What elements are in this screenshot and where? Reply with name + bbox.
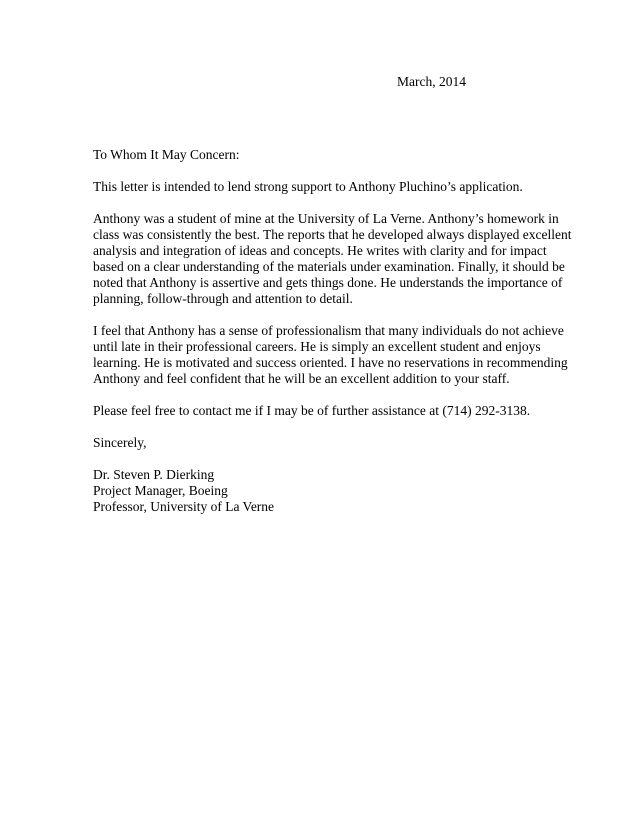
paragraph-line: learning. He is motivated and success oriented. I have no reservations in recommending (93, 355, 568, 370)
paragraph-line: until late in their professional careers. He is simply an excellent student and enjoys (93, 339, 541, 354)
paragraph-line: Anthony was a student of mine at the University of La Verne. Anthony’s homework in (93, 211, 559, 226)
contact-paragraph: Please feel free to contact me if I may be of further assistance at (714) 292-3138. (93, 403, 531, 418)
closing: Sincerely, (93, 435, 147, 450)
signer-name: Dr. Steven P. Dierking (93, 467, 215, 482)
signer-title-boeing: Project Manager, Boeing (93, 483, 228, 498)
paragraph-academic-performance (93, 211, 572, 307)
intro-paragraph: This letter is intended to lend strong support to Anthony Pluchino’s application. (93, 179, 523, 194)
paragraph-professionalism (93, 323, 568, 387)
paragraph-line: based on a clear understanding of the materials under examination. Finally, it should be (93, 259, 565, 274)
paragraph-line: noted that Anthony is assertive and gets things done. He understands the importance of (93, 275, 563, 290)
paragraph-line: planning, follow-through and attention to detail. (93, 291, 353, 306)
paragraph-line: I feel that Anthony has a sense of professionalism that many individuals do not achieve (93, 323, 564, 338)
paragraph-line: Anthony and feel confident that he will be an excellent addition to your staff. (93, 371, 510, 386)
salutation: To Whom It May Concern: (93, 147, 240, 162)
signer-title-university: Professor, University of La Verne (93, 499, 275, 514)
signature-block (93, 467, 541, 515)
paragraph-line: analysis and integration of ideas and concepts. He writes with clarity and for impact (93, 243, 547, 258)
paragraph-line: class was consistently the best. The reports that he developed always displayed excellent (93, 227, 572, 242)
letter-date: March, 2014 (397, 74, 466, 89)
letter-body (93, 147, 572, 515)
